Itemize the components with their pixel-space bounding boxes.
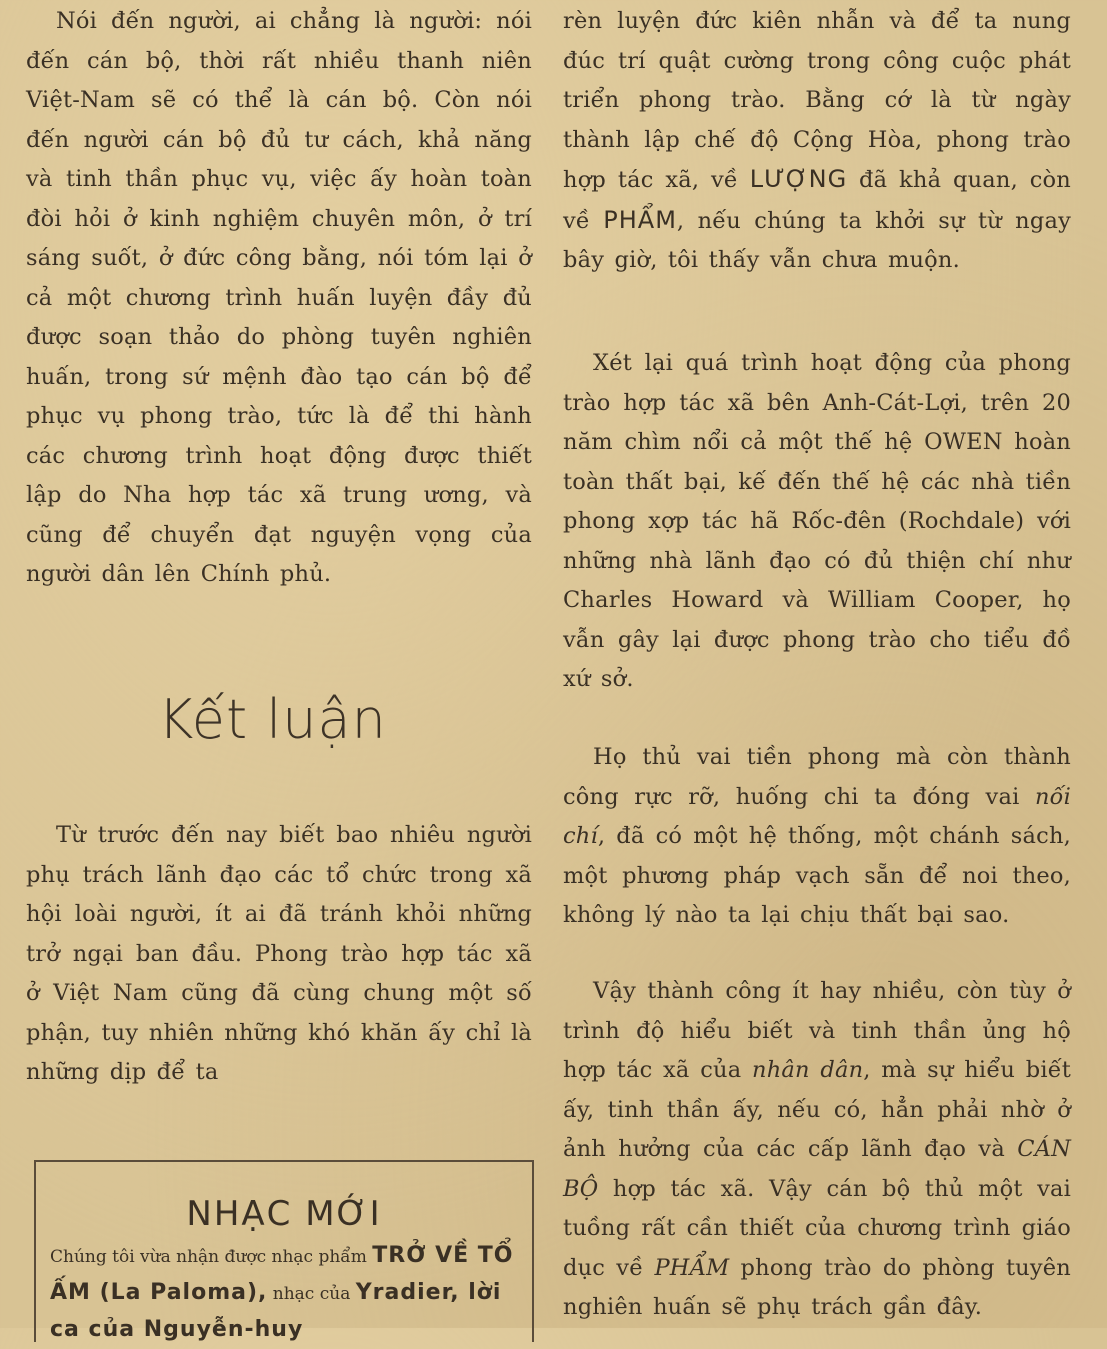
left-paragraph-1: Nói đến người, ai chẳng là người: nói đến cán bộ, thời rất nhiều thanh niên Việt-Nam sẽ có thể là cán bộ. Còn nói đến người cán bộ đủ tư cách, khả năng và tinh thần phục vụ, việc ấy hoàn toàn đòi hỏi ở kinh nghiệm chuyên môn, ở trí sáng suốt, ở đức công bằng, nói tóm lại ở cả một chương trình huấn luyện đầy đủ được soạn thảo do phòng tuyên nghiên huấn, trong sứ mệnh đào tạo cán bộ để phục vụ phong trào, tức là để thi hành các chương trình hoạt động được thiết lập do Nha hợp tác xã trung ương, và cũng để chuyển đạt nguyện vọng của người dân lên Chính phủ. — [26, 8, 532, 587]
section-heading: Kết luận — [158, 688, 387, 751]
right-paragraph-2: Xét lại quá trình hoạt động của phong trào hợp tác xã bên Anh-Cát-Lợi, trên 20 năm chìm nổi cả một thế hệ OWEN hoàn toàn thất bại, kế đến thế hệ các nhà tiền phong xợp tác hã Rốc-đên (Rochdale) với những nhà lãnh đạo có đủ thiện chí như Charles Howard và William Cooper, họ vẫn gây lại được phong trào cho tiểu đồ xứ sở. — [563, 350, 1071, 692]
notice-box — [34, 1160, 534, 1342]
right-paragraph-3: Họ thủ vai tiền phong mà còn thành công rực rỡ, huống chi ta đóng vai nối chí, đã có một hệ thống, một chánh sách, một phương pháp vạch sẵn để noi theo, không lý nào ta lại chịu thất bại sao. — [563, 744, 1071, 928]
right-paragraph-4: Vậy thành công ít hay nhiều, còn tùy ở trình độ hiểu biết và tinh thần ủng hộ hợp tác xã của nhân dân, mà sự hiểu biết ấy, tinh thần ấy, nếu có, hẳn phải nhờ ở ảnh hưởng của các cấp lãnh đạo và CÁN BỘ hợp tác xã. Vậy cán bộ thủ một vai tuồng rất cần thiết của chương trình giáo dục về PHẨM phong trào do phòng tuyên nghiên huấn sẽ phụ trách gần đây. — [563, 978, 1072, 1320]
notice-title: NHẠC MỚI — [186, 1194, 382, 1234]
right-paragraph-1: rèn luyện đức kiên nhẫn và để ta nung đúc trí quật cường trong công cuộc phát triển phong trào. Bằng cớ là từ ngày thành lập chế độ Cộng Hòa, phong trào hợp tác xã, về LƯỢNG đã khả quan, còn về PHẨM, nếu chúng ta khởi sự từ ngay bây giờ, tôi thấy vẫn chưa muộn. — [563, 8, 1071, 273]
left-paragraph-2: Từ trước đến nay biết bao nhiêu người phụ trách lãnh đạo các tổ chức trong xã hội loài người, ít ai đã tránh khỏi những trở ngại ban đầu. Phong trào hợp tác xã ở Việt Nam cũng đã cùng chung một số phận, tuy nhiên những khó khăn ấy chỉ là những dịp để ta — [26, 822, 532, 1085]
notice-text: Chúng tôi vừa nhận được nhạc phẩm TRỞ VỀ TỔ ẤM (La Paloma), nhạc của Yradier, lời ca của Nguyễn-huy — [50, 1243, 514, 1342]
